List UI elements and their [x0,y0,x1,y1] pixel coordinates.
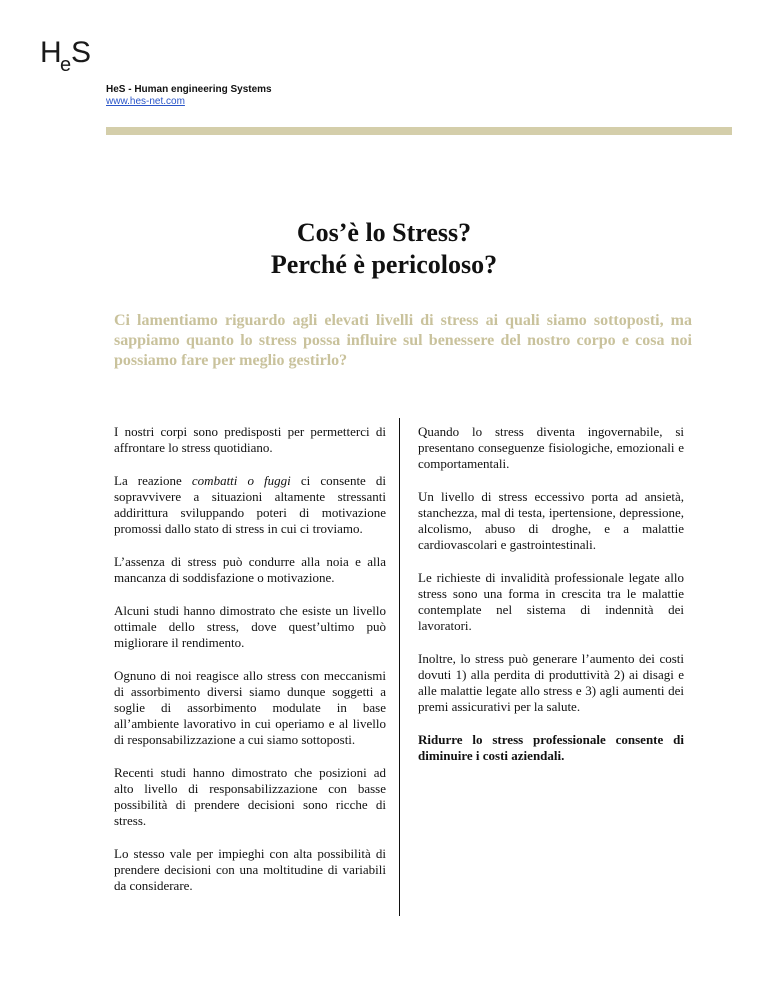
column-divider [399,418,400,916]
right-paragraph-2: Un livello di stress eccessivo porta ad ansietà, stanchezza, mal di testa, ipertensione, depressione, alcolismo, abuso di droghe, e a malattie cardiovascolari e gastrointestinali. [418,489,684,552]
left-paragraph-2 [114,473,386,537]
logo-letter-e: e [60,54,72,76]
title-line-1: Cos’è lo Stress? [296,218,472,247]
left-paragraph-3: L’assenza di stress può condurre alla noia e alla mancanza di soddisfazione o motivazione. [114,554,386,585]
logo-letter-s: S [71,36,92,69]
right-paragraph-3: Le richieste di invalidità professionale legate allo stress sono una forma in crescita tra le malattie contemplate nel sistema di indennità dei lavoratori. [418,570,684,633]
hes-logo [40,38,100,86]
left-paragraph-4: Alcuni studi hanno dimostrato che esiste un livello ottimale dello stress, dove quest’ultimo può migliorare il rendimento. [114,603,386,650]
company-name: HeS - Human engineering Systems [106,84,272,95]
right-paragraph-4: Inoltre, lo stress può generare l’aumento dei costi dovuti 1) alla perdita di produttività 2) ai disagi e alle malattie legate allo stress e 3) agli aumenti dei premi assicurativi per la salute. [418,651,684,714]
title-line-2: Perché è pericoloso? [270,250,498,279]
left-paragraph-7: Lo stesso vale per impieghi con alta possibilità di prendere decisioni con una moltitudine di variabili da considerare. [114,846,386,893]
header-rule-bar [106,127,732,135]
left-paragraph-1: I nostri corpi sono predisposti per permetterci di affrontare lo stress quotidiano. [114,424,386,455]
right-column [418,424,684,781]
left-paragraph-5: Ognuno di noi reagisce allo stress con meccanismi di assorbimento diversi siamo dunque soggetti a soglie di assorbimento modulate in base all’ambiente lavorativo in cui operiamo e al livello di responsabilizzazione a cui siamo sottoposti. [114,668,386,747]
left-paragraph-2-end: ci consente di sopravvivere a situazioni altamente stressanti addirittura sviluppando poteri di motivazione promossi dallo stato di stress in cui ci troviamo. [114,473,387,536]
left-paragraph-2-italic: combatti o fuggi [191,473,291,488]
right-paragraph-1: Quando lo stress diventa ingovernabile, si presentano conseguenze fisiologiche, emozionali e comportamentali. [418,424,684,471]
right-paragraph-5: Ridurre lo stress professionale consente di diminuire i costi aziendali. [418,732,684,763]
left-paragraph-6: Recenti studi hanno dimostrato che posizioni ad alto livello di responsabilizzazione con basse possibilità di prendere decisioni sono ricche di stress. [114,765,386,828]
website-link[interactable]: www.hes-net.com [106,96,185,107]
lead-paragraph: Ci lamentiamo riguardo agli elevati livelli di stress ai quali siamo sottoposti, ma sappiamo quanto lo stress possa influire sul benessere del nostro corpo e cosa noi possiamo fare per meglio gestirlo? [114,312,692,369]
left-column [114,424,386,911]
page-title [0,217,768,281]
logo-letter-h: H [40,36,62,69]
left-paragraph-2-start: La reazione [114,473,192,488]
